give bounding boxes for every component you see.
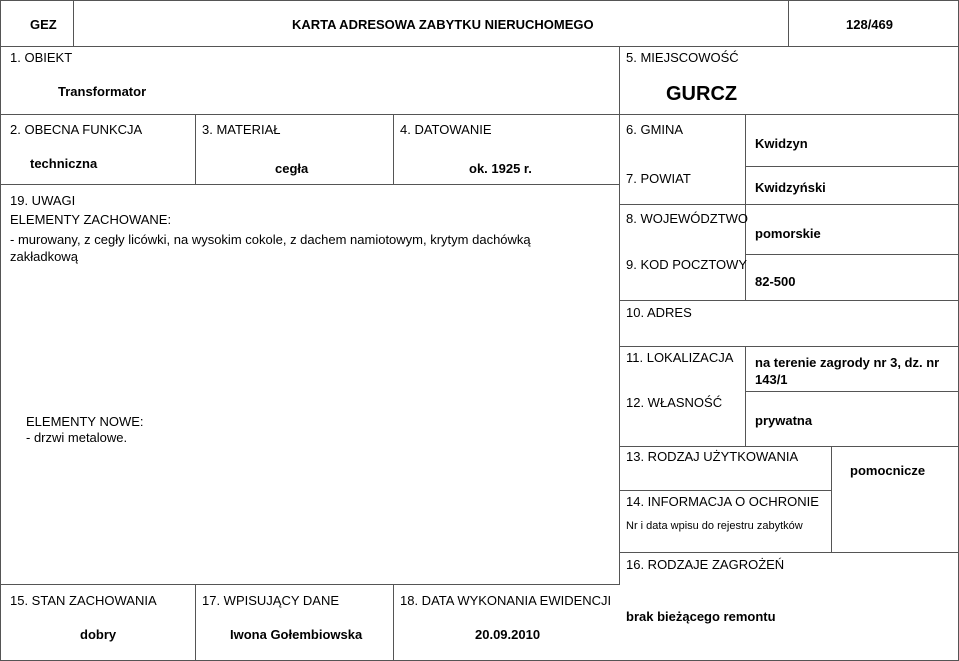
adres-label: 10. ADRES [626,305,692,320]
rodzaj-label: 13. RODZAJ UŻYTKOWANIA [626,449,799,464]
bottom-sep-2 [393,584,394,661]
miejscowosc-value: GURCZ [666,83,738,105]
obiekt-value: Transformator [58,84,147,99]
frame-left [0,0,1,661]
gmina-label: 6. GMINA [626,122,684,137]
obiekt-label: 1. OBIEKT [10,50,73,65]
uwagi-divider [0,184,620,185]
header-sep-1 [73,0,74,46]
rodzaj-value-sep [831,446,832,552]
zagrozenia-label: 16. RODZAJE ZAGROŻEŃ [626,557,785,572]
stan-value: dobry [80,627,117,642]
gmina-value: Kwidzyn [755,136,808,151]
wojewodztwo-label: 8. WOJEWÓDZTWO [626,211,749,226]
gmina-value-divider [745,166,959,167]
wlasnosc-divider [619,446,959,447]
funkcja-label: 2. OBECNA FUNKCJA [10,122,143,137]
frame-top [0,0,959,1]
wojewodztwo-value: pomorskie [755,226,821,241]
kod-divider [619,300,959,301]
material-sep [393,114,394,184]
data-ewidencji-value: 20.09.2010 [475,627,541,642]
wpisujacy-value: Iwona Gołembiowska [230,627,363,642]
adres-divider [619,346,959,347]
lokalizacja-label: 11. LOKALIZACJA [626,350,734,365]
powiat-value: Kwidzyński [755,180,826,195]
ochrona-sub: Nr i data wpisu do rejestru zabytków [626,520,803,532]
rodzaj-value: pomocnicze [850,463,926,478]
bottom-divider [0,584,620,585]
wlasnosc-value: prywatna [755,413,813,428]
rodzaj-divider [619,490,832,491]
datowanie-label: 4. DATOWANIE [400,122,492,137]
miejscowosc-divider [619,114,959,115]
miejscowosc-label: 5. MIEJSCOWOŚĆ [626,50,739,65]
record-number: 128/469 [846,17,893,32]
lok-value-sep [745,346,746,446]
powiat-label: 7. POWIAT [626,171,691,186]
datowanie-value: ok. 1925 r. [469,161,532,176]
material-label: 3. MATERIAŁ [202,122,281,137]
wpisujacy-label: 17. WPISUJĄCY DANE [202,593,340,608]
zagrozenia-value: brak bieżącego remontu [626,609,776,624]
material-value: cegła [275,161,309,176]
header-divider [0,46,959,47]
zachowane-text: - murowany, z cegły licówki, na wysokim cokole, z dachem namiotowym, krytym dachówką zakładkową [10,232,531,264]
funkcja-sep [195,114,196,184]
lokalizacja-value: na terenie zagrody nr 3, dz. nr 143/1 [755,355,940,387]
wlasnosc-label: 12. WŁASNOŚĆ [626,395,723,410]
page-title: KARTA ADRESOWA ZABYTKU NIERUCHOMEGO [292,17,594,32]
nowe-label: ELEMENTY NOWE: [26,414,144,429]
left-right-divider [619,46,620,584]
powiat-divider [619,204,959,205]
header-sep-2 [788,0,789,46]
kod-value: 82-500 [755,274,796,289]
kod-label: 9. KOD POCZTOWY [626,257,748,272]
funkcja-value: techniczna [30,156,98,171]
zachowane-label: ELEMENTY ZACHOWANE: [10,212,172,227]
ochrona-label: 14. INFORMACJA O OCHRONIE [626,494,819,509]
uwagi-label: 19. UWAGI [10,193,76,208]
obiekt-divider [0,114,620,115]
woj-value-divider [745,254,959,255]
data-ewidencji-label: 18. DATA WYKONANIA EWIDENCJI [400,593,612,608]
nowe-text: - drzwi metalowe. [26,430,128,445]
lok-value-divider [745,391,959,392]
stan-label: 15. STAN ZACHOWANIA [10,593,157,608]
ochrona-divider [619,552,959,553]
header-left: GEZ [30,17,57,32]
bottom-sep-1 [195,584,196,661]
